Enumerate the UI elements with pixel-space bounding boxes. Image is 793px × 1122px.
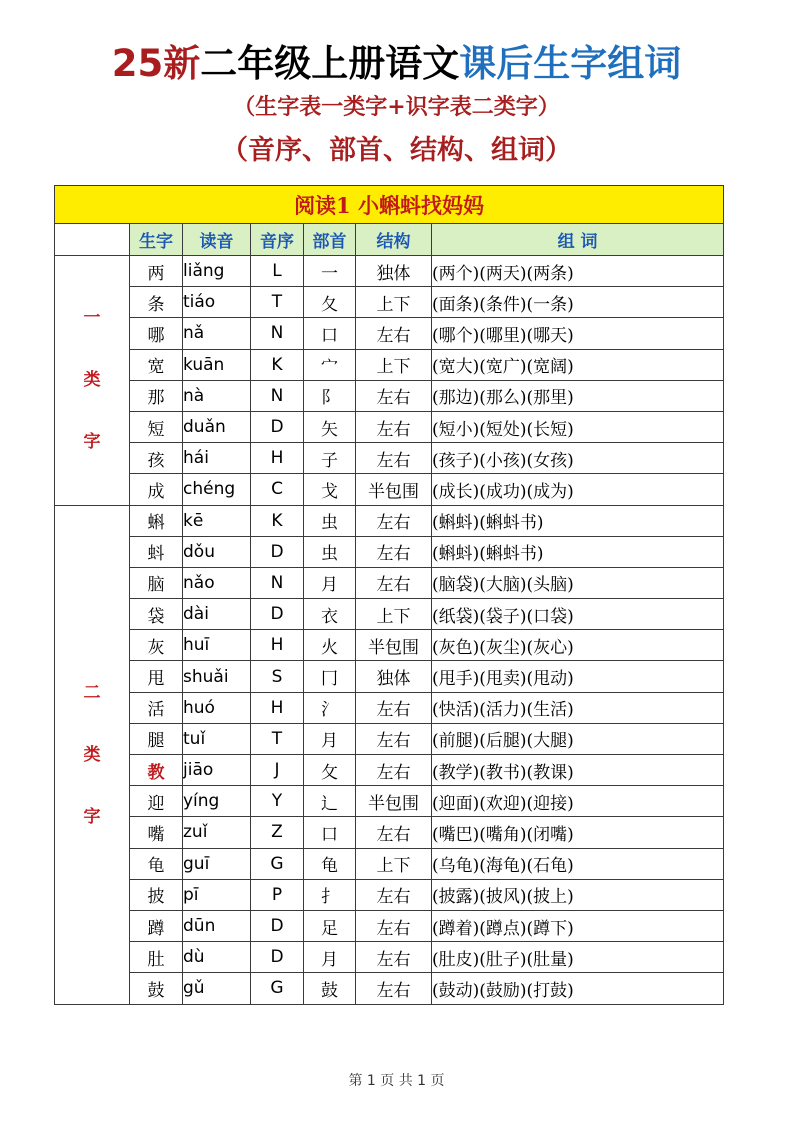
radical-cell: 一 — [304, 256, 356, 287]
order-cell: D — [251, 910, 304, 941]
group-label-char: 一 — [83, 308, 101, 329]
structure-cell: 左右 — [356, 879, 432, 910]
pinyin-cell: kē — [183, 505, 251, 536]
order-cell: Y — [251, 786, 304, 817]
pinyin-cell: tuǐ — [183, 723, 251, 754]
char-cell: 孩 — [130, 443, 183, 474]
table-row — [55, 411, 724, 442]
structure-cell: 半包围 — [356, 630, 432, 661]
table-row — [55, 786, 724, 817]
char-cell: 蹲 — [130, 910, 183, 941]
radical-cell: 口 — [304, 817, 356, 848]
structure-cell: 左右 — [356, 536, 432, 567]
group-label-char: 字 — [83, 806, 101, 827]
pinyin-cell: jiāo — [183, 755, 251, 786]
table-row — [55, 817, 724, 848]
header-order: 音序 — [251, 224, 304, 256]
words-cell: (肚皮)(肚子)(肚量) — [432, 942, 724, 973]
words-cell: (蝌蚪)(蝌蚪书) — [432, 505, 724, 536]
title-prefix: 25新 — [111, 42, 201, 85]
radical-cell: 夂 — [304, 287, 356, 318]
structure-cell: 上下 — [356, 599, 432, 630]
pinyin-cell: zuǐ — [183, 817, 251, 848]
char-cell: 条 — [130, 287, 183, 318]
words-cell: (面条)(条件)(一条) — [432, 287, 724, 318]
order-cell: Z — [251, 817, 304, 848]
table-row — [55, 973, 724, 1004]
table-row — [55, 567, 724, 598]
table-row — [55, 380, 724, 411]
pinyin-cell: shuǎi — [183, 661, 251, 692]
header-blank — [55, 224, 130, 256]
char-cell: 鼓 — [130, 973, 183, 1004]
pinyin-cell: guī — [183, 848, 251, 879]
radical-cell: 月 — [304, 942, 356, 973]
vocab-table — [54, 185, 724, 1005]
pinyin-cell: nà — [183, 380, 251, 411]
pinyin-cell: dūn — [183, 910, 251, 941]
order-cell: K — [251, 349, 304, 380]
structure-cell: 上下 — [356, 349, 432, 380]
table-row — [55, 942, 724, 973]
radical-cell: 子 — [304, 443, 356, 474]
group-label-char: 类 — [83, 744, 101, 765]
radical-cell: 氵 — [304, 692, 356, 723]
char-cell: 短 — [130, 411, 183, 442]
structure-cell: 上下 — [356, 848, 432, 879]
words-cell: (蹲着)(蹲点)(蹲下) — [432, 910, 724, 941]
char-cell: 蚪 — [130, 536, 183, 567]
char-cell: 甩 — [130, 661, 183, 692]
char-cell: 披 — [130, 879, 183, 910]
table-row — [55, 443, 724, 474]
pinyin-cell: pī — [183, 879, 251, 910]
radical-cell: 月 — [304, 567, 356, 598]
pinyin-cell: duǎn — [183, 411, 251, 442]
char-cell: 嘴 — [130, 817, 183, 848]
order-cell: H — [251, 443, 304, 474]
char-cell: 蝌 — [130, 505, 183, 536]
table-row — [55, 879, 724, 910]
subtitle-scope: （生字表一类字+识字表二类字） — [233, 94, 560, 120]
order-cell: T — [251, 723, 304, 754]
pinyin-cell: chéng — [183, 474, 251, 505]
char-cell: 腿 — [130, 723, 183, 754]
subtitle-contents: （音序、部首、结构、组词） — [221, 135, 572, 166]
table-row — [55, 474, 724, 505]
words-cell: (乌龟)(海龟)(石龟) — [432, 848, 724, 879]
structure-cell: 左右 — [356, 505, 432, 536]
words-cell: (纸袋)(袋子)(口袋) — [432, 599, 724, 630]
header-radical: 部首 — [304, 224, 356, 256]
order-cell: C — [251, 474, 304, 505]
title-main: 二年级上册语文 — [200, 42, 460, 85]
pinyin-cell: nǎo — [183, 567, 251, 598]
words-cell: (成长)(成功)(成为) — [432, 474, 724, 505]
table-body — [55, 256, 724, 1005]
order-cell: G — [251, 848, 304, 879]
order-cell: K — [251, 505, 304, 536]
radical-cell: 鼓 — [304, 973, 356, 1004]
char-cell: 两 — [130, 256, 183, 287]
radical-cell: 虫 — [304, 505, 356, 536]
header-row — [55, 224, 724, 256]
table-row — [55, 848, 724, 879]
order-cell: D — [251, 942, 304, 973]
table-row — [55, 349, 724, 380]
order-cell: L — [251, 256, 304, 287]
structure-cell: 左右 — [356, 817, 432, 848]
char-cell: 那 — [130, 380, 183, 411]
page-title — [0, 40, 793, 88]
radical-cell: 月 — [304, 723, 356, 754]
words-cell: (蝌蚪)(蝌蚪书) — [432, 536, 724, 567]
pinyin-cell: huī — [183, 630, 251, 661]
table-row — [55, 910, 724, 941]
order-cell: D — [251, 411, 304, 442]
char-cell: 教 — [130, 755, 183, 786]
table-row — [55, 536, 724, 567]
structure-cell: 左右 — [356, 380, 432, 411]
table-row — [55, 661, 724, 692]
words-cell: (灰色)(灰尘)(灰心) — [432, 630, 724, 661]
char-cell: 哪 — [130, 318, 183, 349]
structure-cell: 半包围 — [356, 786, 432, 817]
pinyin-cell: tiáo — [183, 287, 251, 318]
radical-cell: 扌 — [304, 879, 356, 910]
words-cell: (教学)(教书)(教课) — [432, 755, 724, 786]
radical-cell: 口 — [304, 318, 356, 349]
page-footer: 第 1 页 共 1 页 — [348, 1073, 445, 1089]
pinyin-cell: kuān — [183, 349, 251, 380]
structure-cell: 独体 — [356, 256, 432, 287]
order-cell: N — [251, 318, 304, 349]
words-cell: (短小)(短处)(长短) — [432, 411, 724, 442]
char-cell: 宽 — [130, 349, 183, 380]
radical-cell: 衣 — [304, 599, 356, 630]
structure-cell: 左右 — [356, 567, 432, 598]
radical-cell: 矢 — [304, 411, 356, 442]
pinyin-cell: gǔ — [183, 973, 251, 1004]
char-cell: 袋 — [130, 599, 183, 630]
structure-cell: 左右 — [356, 723, 432, 754]
order-cell: D — [251, 599, 304, 630]
radical-cell: 攵 — [304, 755, 356, 786]
char-cell: 灰 — [130, 630, 183, 661]
order-cell: N — [251, 380, 304, 411]
words-cell: (鼓动)(鼓励)(打鼓) — [432, 973, 724, 1004]
words-cell: (两个)(两天)(两条) — [432, 256, 724, 287]
structure-cell: 左右 — [356, 411, 432, 442]
structure-cell: 左右 — [356, 318, 432, 349]
radical-cell: 冂 — [304, 661, 356, 692]
title-highlight: 课后生字组词 — [459, 42, 682, 85]
radical-cell: 阝 — [304, 380, 356, 411]
char-cell: 迎 — [130, 786, 183, 817]
words-cell: (孩子)(小孩)(女孩) — [432, 443, 724, 474]
radical-cell: 足 — [304, 910, 356, 941]
words-cell: (哪个)(哪里)(哪天) — [432, 318, 724, 349]
order-cell: H — [251, 692, 304, 723]
structure-cell: 左右 — [356, 692, 432, 723]
char-cell: 龟 — [130, 848, 183, 879]
pinyin-cell: dǒu — [183, 536, 251, 567]
char-cell: 肚 — [130, 942, 183, 973]
words-cell: (前腿)(后腿)(大腿) — [432, 723, 724, 754]
char-cell: 脑 — [130, 567, 183, 598]
pinyin-cell: liǎng — [183, 256, 251, 287]
table-row — [55, 287, 724, 318]
order-cell: N — [251, 567, 304, 598]
pinyin-cell: hái — [183, 443, 251, 474]
words-cell: (甩手)(甩卖)(甩动) — [432, 661, 724, 692]
radical-cell: 宀 — [304, 349, 356, 380]
words-cell: (披露)(披风)(披上) — [432, 879, 724, 910]
order-cell: G — [251, 973, 304, 1004]
order-cell: P — [251, 879, 304, 910]
words-cell: (脑袋)(大脑)(头脑) — [432, 567, 724, 598]
header-structure: 结构 — [356, 224, 432, 256]
group-label — [55, 256, 130, 506]
header-words: 组 词 — [432, 224, 724, 256]
structure-cell: 左右 — [356, 910, 432, 941]
table-row — [55, 256, 724, 287]
pinyin-cell: nǎ — [183, 318, 251, 349]
words-cell: (迎面)(欢迎)(迎接) — [432, 786, 724, 817]
order-cell: H — [251, 630, 304, 661]
group-label-char: 二 — [83, 682, 101, 703]
pinyin-cell: dài — [183, 599, 251, 630]
char-cell: 成 — [130, 474, 183, 505]
radical-cell: 辶 — [304, 786, 356, 817]
table-row — [55, 723, 724, 754]
structure-cell: 左右 — [356, 973, 432, 1004]
order-cell: T — [251, 287, 304, 318]
pinyin-cell: dù — [183, 942, 251, 973]
group-label-char: 类 — [83, 370, 101, 391]
radical-cell: 龟 — [304, 848, 356, 879]
table-row — [55, 755, 724, 786]
table-row — [55, 692, 724, 723]
order-cell: S — [251, 661, 304, 692]
structure-cell: 左右 — [356, 443, 432, 474]
lesson-title: 阅读1 小蝌蚪找妈妈 — [55, 186, 724, 224]
char-cell: 活 — [130, 692, 183, 723]
words-cell: (宽大)(宽广)(宽阔) — [432, 349, 724, 380]
structure-cell: 左右 — [356, 942, 432, 973]
group-label — [55, 505, 130, 1004]
table-row — [55, 318, 724, 349]
order-cell: J — [251, 755, 304, 786]
table-row — [55, 630, 724, 661]
structure-cell: 半包围 — [356, 474, 432, 505]
words-cell: (嘴巴)(嘴角)(闭嘴) — [432, 817, 724, 848]
radical-cell: 火 — [304, 630, 356, 661]
pinyin-cell: huó — [183, 692, 251, 723]
order-cell: D — [251, 536, 304, 567]
structure-cell: 上下 — [356, 287, 432, 318]
structure-cell: 左右 — [356, 755, 432, 786]
group-label-char: 字 — [83, 432, 101, 453]
radical-cell: 虫 — [304, 536, 356, 567]
radical-cell: 戈 — [304, 474, 356, 505]
header-pinyin: 读音 — [183, 224, 251, 256]
header-char: 生字 — [130, 224, 183, 256]
words-cell: (快活)(活力)(生活) — [432, 692, 724, 723]
lesson-row — [55, 186, 724, 224]
table-row — [55, 505, 724, 536]
pinyin-cell: yíng — [183, 786, 251, 817]
table-row — [55, 599, 724, 630]
structure-cell: 独体 — [356, 661, 432, 692]
words-cell: (那边)(那么)(那里) — [432, 380, 724, 411]
